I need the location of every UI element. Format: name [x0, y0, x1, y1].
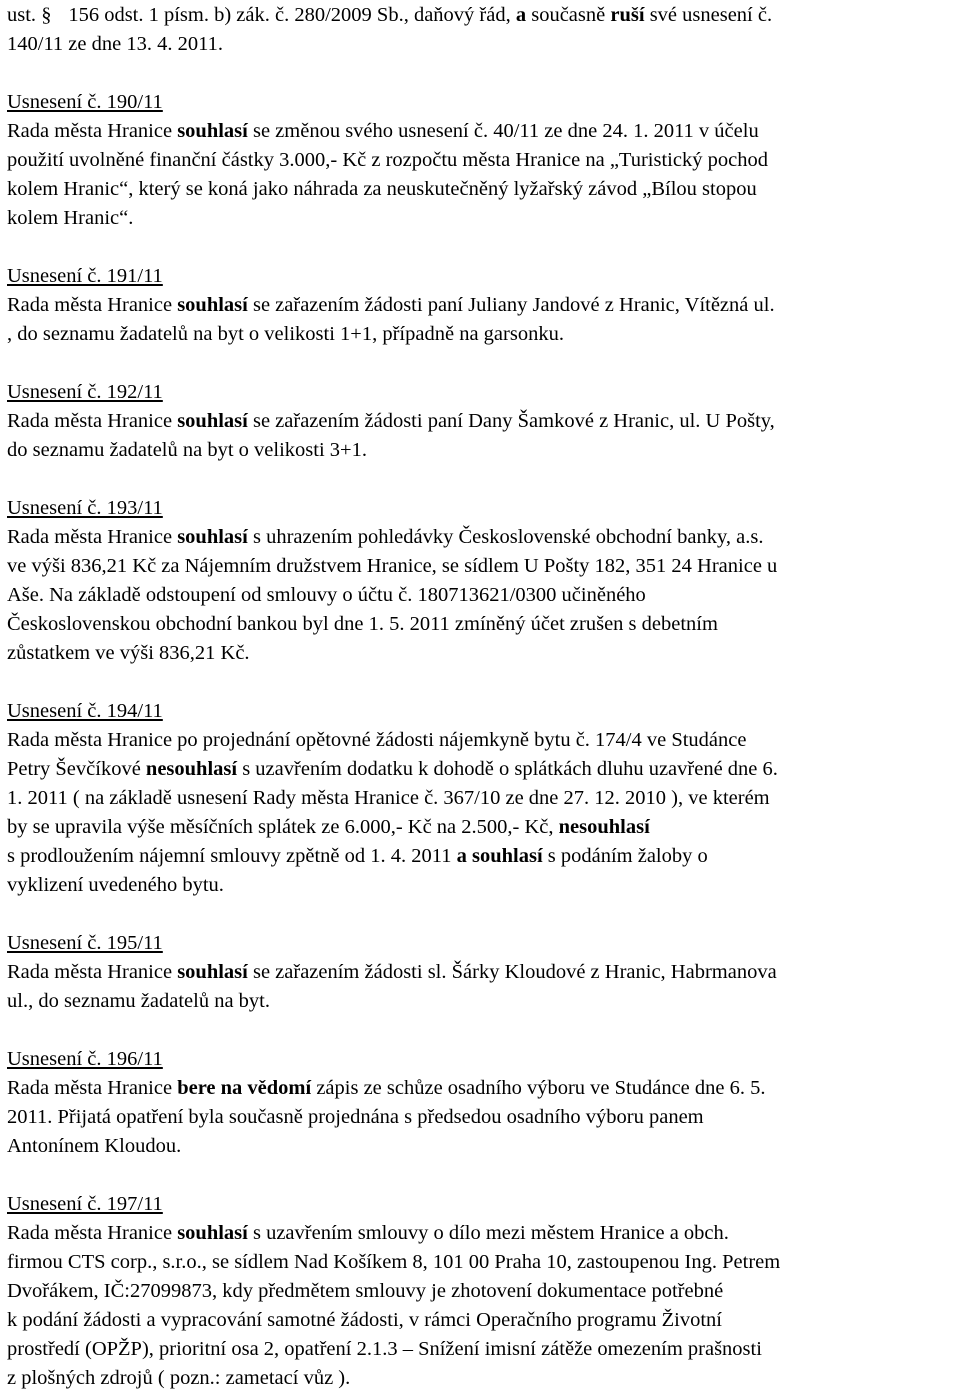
text-line: do seznamu žadatelů na byt o velikosti 3+1.: [7, 439, 367, 461]
text-line: 1. 2011 ( na základě usnesení Rady města Hranice č. 367/10 ze dne 27. 12. 2010 ), ve kterém: [7, 787, 770, 809]
text-line: Rada města Hranice souhlasí se změnou svého usnesení č. 40/11 ze dne 24. 1. 2011 v účelu: [7, 120, 759, 142]
resolution-heading: Usnesení č. 191/11: [7, 265, 163, 287]
text-line: Rada města Hranice souhlasí se zařazením žádosti paní Juliany Jandové z Hranic, Vítězná ul.: [7, 294, 775, 316]
text-line: Dvořákem, IČ:27099873, kdy předmětem smlouvy je zhotovení dokumentace potřebné: [7, 1280, 724, 1302]
document-page: [0, 1, 960, 1389]
text-line: zůstatkem ve výši 836,21 Kč.: [7, 642, 250, 664]
resolution-197: [7, 1190, 956, 1393]
text-line: ve výši 836,21 Kč za Nájemním družstvem Hranice, se sídlem U Pošty 182, 351 24 Hranice u: [7, 555, 778, 577]
text-line: ust. § 156 odst. 1 písm. b) zák. č. 280/2009 Sb., daňový řád, a současně ruší své usnesení č.: [7, 1, 956, 30]
text-line: použití uvolněné finanční částky 3.000,- Kč z rozpočtu města Hranice na „Turistický pochod: [7, 149, 768, 171]
text-line: prostředí (OPŽP), prioritní osa 2, opatření 2.1.3 – Snížení imisní zátěže omezením prašnosti: [7, 1338, 762, 1360]
resolution-191: [7, 262, 956, 349]
text-line: Rada města Hranice souhlasí se zařazením žádosti paní Dany Šamkové z Hranic, ul. U Pošty,: [7, 410, 775, 432]
text-line: Rada města Hranice souhlasí s uzavřením smlouvy o dílo mezi městem Hranice a obch.: [7, 1222, 729, 1244]
text-line: kolem Hranic“, který se koná jako náhrada za neuskutečněný lyžařský závod „Bílou stopou: [7, 178, 757, 200]
resolution-192: [7, 378, 956, 465]
resolution-194: [7, 697, 956, 900]
text-line: s prodloužením nájemní smlouvy zpětně od 1. 4. 2011 a souhlasí s podáním žaloby o: [7, 845, 708, 867]
resolution-heading: Usnesení č. 194/11: [7, 700, 163, 722]
text-line: kolem Hranic“.: [7, 207, 134, 229]
resolution-196: [7, 1045, 956, 1161]
text-line: ul., do seznamu žadatelů na byt.: [7, 990, 270, 1012]
intro-paragraph: [7, 1, 956, 59]
text-line: firmou CTS corp., s.r.o., se sídlem Nad Košíkem 8, 101 00 Praha 10, zastoupenou Ing. Petrem: [7, 1251, 781, 1273]
resolution-heading: Usnesení č. 195/11: [7, 932, 163, 954]
resolution-195: [7, 929, 956, 1016]
resolution-heading: Usnesení č. 197/11: [7, 1193, 163, 1215]
section-sign-icon: §: [41, 4, 52, 26]
text-line: , do seznamu žadatelů na byt o velikosti 1+1, případně na garsonku.: [7, 323, 564, 345]
text-line: Aše. Na základě odstoupení od smlouvy o účtu č. 180713621/0300 učiněného: [7, 584, 646, 606]
resolution-190: [7, 88, 956, 233]
text-line: Petry Ševčíkové nesouhlasí s uzavřením dodatku k dohodě o splátkách dluhu uzavřené dne 6.: [7, 758, 778, 780]
text-line: vyklizení uvedeného bytu.: [7, 874, 224, 896]
text-line: Československou obchodní bankou byl dne 1. 5. 2011 zmíněný účet zrušen s debetním: [7, 613, 718, 635]
text-line: k podání žádosti a vypracování samotné žádosti, v rámci Operačního programu Životní: [7, 1309, 723, 1331]
text-line: 2011. Přijatá opatření byla současně projednána s předsedou osadního výboru panem: [7, 1106, 704, 1128]
text-line: 140/11 ze dne 13. 4. 2011.: [7, 33, 223, 55]
text-line: Antonínem Kloudou.: [7, 1135, 182, 1157]
text-line: Rada města Hranice bere na vědomí zápis ze schůze osadního výboru ve Studánce dne 6. 5.: [7, 1077, 766, 1099]
resolution-heading: Usnesení č. 192/11: [7, 381, 163, 403]
resolution-193: [7, 494, 956, 668]
text-line: by se upravila výše měsíčních splátek ze 6.000,- Kč na 2.500,- Kč, nesouhlasí: [7, 816, 650, 838]
text-line: Rada města Hranice po projednání opětovné žádosti nájemkyně bytu č. 174/4 ve Studánce: [7, 729, 747, 751]
resolution-heading: Usnesení č. 190/11: [7, 91, 163, 113]
resolution-heading: Usnesení č. 196/11: [7, 1048, 163, 1070]
resolution-heading: Usnesení č. 193/11: [7, 497, 163, 519]
text-line: z plošných zdrojů ( pozn.: zametací vůz ).: [7, 1367, 351, 1389]
text-line: Rada města Hranice souhlasí se zařazením žádosti sl. Šárky Kloudové z Hranic, Habrmanova: [7, 961, 777, 983]
text-line: Rada města Hranice souhlasí s uhrazením pohledávky Československé obchodní banky, a.s.: [7, 526, 764, 548]
